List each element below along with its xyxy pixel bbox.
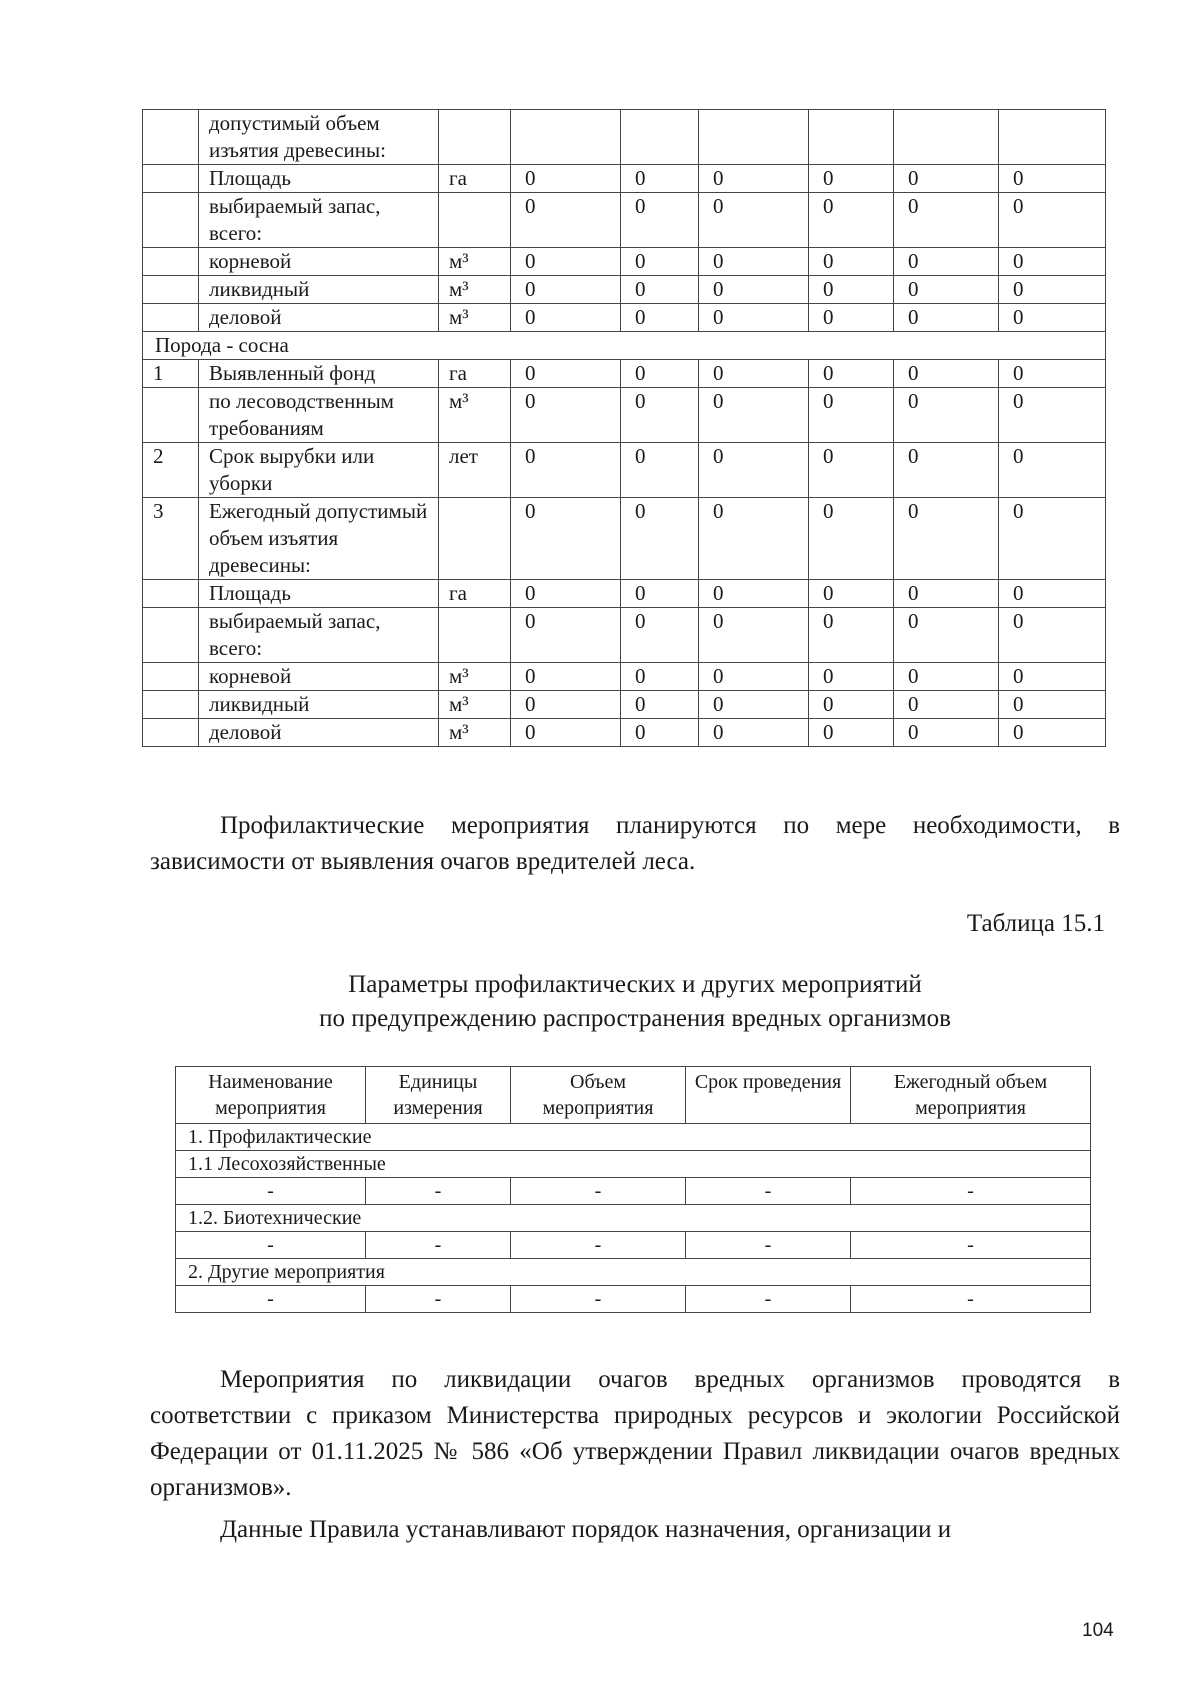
value-cell: 0 xyxy=(621,165,699,193)
value-cell: 0 xyxy=(894,248,999,276)
value-cell: 0 xyxy=(894,580,999,608)
value-cell: 0 xyxy=(621,388,699,443)
unit-cell: га xyxy=(439,360,511,388)
group-heading: 1.1 Лесохозяйственные xyxy=(176,1151,1091,1178)
value-cell: 0 xyxy=(699,719,809,747)
table-row xyxy=(143,110,1106,165)
table-row xyxy=(143,304,1106,332)
table-title-line-1: Параметры профилактических и других мероприятий xyxy=(348,971,922,998)
table-row xyxy=(176,1151,1091,1178)
unit-cell xyxy=(439,193,511,248)
unit-cell xyxy=(439,608,511,663)
value-cell: 0 xyxy=(511,443,621,498)
value-cell: 0 xyxy=(809,193,894,248)
unit-cell: га xyxy=(439,165,511,193)
row-number xyxy=(143,304,199,332)
table-cell: - xyxy=(366,1178,511,1205)
table-row xyxy=(143,388,1106,443)
value-cell: 0 xyxy=(511,165,621,193)
table-cell: - xyxy=(851,1286,1091,1313)
value-cell: 0 xyxy=(511,360,621,388)
value-cell: 0 xyxy=(999,304,1106,332)
value-cell: 0 xyxy=(999,443,1106,498)
value-cell: 0 xyxy=(511,498,621,580)
value-cell: 0 xyxy=(999,165,1106,193)
prevention-paragraph: Профилактические мероприятия планируются по мере необходимости, в зависимости от выявления очагов вредителей леса. xyxy=(150,812,1120,875)
value-cell: 0 xyxy=(999,360,1106,388)
indicator-name: Площадь xyxy=(199,165,439,193)
measures-table xyxy=(175,1066,1091,1313)
indicator-name: Выявленный фонд xyxy=(199,360,439,388)
row-number: 3 xyxy=(143,498,199,580)
table-row xyxy=(143,663,1106,691)
value-cell: 0 xyxy=(511,276,621,304)
value-cell: 0 xyxy=(621,248,699,276)
unit-cell: м³ xyxy=(439,663,511,691)
value-cell: 0 xyxy=(809,304,894,332)
indicator-name: выбираемый запас, всего: xyxy=(199,193,439,248)
value-cell: 0 xyxy=(621,691,699,719)
value-cell: 0 xyxy=(894,691,999,719)
value-cell: 0 xyxy=(511,248,621,276)
indicator-name: деловой xyxy=(199,304,439,332)
table-row xyxy=(143,193,1106,248)
value-cell: 0 xyxy=(809,608,894,663)
table-row xyxy=(176,1124,1091,1151)
value-cell: 0 xyxy=(894,608,999,663)
value-cell: 0 xyxy=(621,304,699,332)
table-cell: - xyxy=(511,1178,686,1205)
value-cell: 0 xyxy=(809,663,894,691)
value-cell: 0 xyxy=(511,691,621,719)
value-cell: 0 xyxy=(511,608,621,663)
column-header: Ежегодный объем мероприятия xyxy=(851,1067,1091,1124)
value-cell: 0 xyxy=(809,248,894,276)
table-row xyxy=(143,691,1106,719)
row-number: 1 xyxy=(143,360,199,388)
rules-paragraph: Данные Правила устанавливают порядок назначения, организации и xyxy=(220,1516,952,1543)
unit-cell: м³ xyxy=(439,691,511,719)
value-cell: 0 xyxy=(809,276,894,304)
value-cell xyxy=(999,110,1106,165)
value-cell: 0 xyxy=(511,663,621,691)
row-number xyxy=(143,388,199,443)
indicator-name: Срок вырубки или уборки xyxy=(199,443,439,498)
table-cell: - xyxy=(511,1232,686,1259)
indicator-name: деловой xyxy=(199,719,439,747)
indicator-name: по лесоводственным требованиям xyxy=(199,388,439,443)
value-cell: 0 xyxy=(699,165,809,193)
row-number xyxy=(143,663,199,691)
value-cell: 0 xyxy=(621,443,699,498)
table-cell: - xyxy=(176,1178,366,1205)
row-number xyxy=(143,691,199,719)
table-row xyxy=(143,719,1106,747)
row-number xyxy=(143,719,199,747)
value-cell xyxy=(699,110,809,165)
value-cell: 0 xyxy=(511,388,621,443)
indicator-name: допустимый объем изъятия древесины: xyxy=(199,110,439,165)
value-cell: 0 xyxy=(809,360,894,388)
group-heading: 1.2. Биотехнические xyxy=(176,1205,1091,1232)
value-cell: 0 xyxy=(894,388,999,443)
value-cell: 0 xyxy=(621,719,699,747)
liquidation-paragraph: Мероприятия по ликвидации очагов вредных организмов проводятся в соответствии с приказом Министерства природных ресурсов и экологии Российской Федерации от 01.11.2025 № 586 «Об утверждении Правил ликвидации очагов вредных организмов». xyxy=(150,1366,1120,1501)
column-header: Единицы измерения xyxy=(366,1067,511,1124)
value-cell: 0 xyxy=(999,193,1106,248)
table-cell: - xyxy=(851,1178,1091,1205)
indicator-name: ликвидный xyxy=(199,691,439,719)
value-cell: 0 xyxy=(699,304,809,332)
value-cell: 0 xyxy=(894,360,999,388)
table-row xyxy=(143,360,1106,388)
unit-cell: га xyxy=(439,580,511,608)
value-cell: 0 xyxy=(621,360,699,388)
value-cell: 0 xyxy=(999,663,1106,691)
value-cell: 0 xyxy=(894,304,999,332)
unit-cell: м³ xyxy=(439,388,511,443)
table-row xyxy=(176,1205,1091,1232)
value-cell: 0 xyxy=(621,608,699,663)
indicator-name: Ежегодный допустимый объем изъятия древесины: xyxy=(199,498,439,580)
column-header: Наименование мероприятия xyxy=(176,1067,366,1124)
value-cell: 0 xyxy=(999,276,1106,304)
table-cell: - xyxy=(686,1178,851,1205)
table-cell: - xyxy=(511,1286,686,1313)
table-row xyxy=(143,608,1106,663)
unit-cell: м³ xyxy=(439,248,511,276)
row-number xyxy=(143,248,199,276)
value-cell: 0 xyxy=(511,580,621,608)
value-cell: 0 xyxy=(699,663,809,691)
value-cell xyxy=(621,110,699,165)
row-number xyxy=(143,110,199,165)
value-cell: 0 xyxy=(699,276,809,304)
value-cell: 0 xyxy=(809,691,894,719)
unit-cell xyxy=(439,498,511,580)
table-cell: - xyxy=(176,1286,366,1313)
unit-cell: м³ xyxy=(439,304,511,332)
group-heading: 2. Другие мероприятия xyxy=(176,1259,1091,1286)
section-heading: Порода - сосна xyxy=(143,332,1106,360)
row-number xyxy=(143,276,199,304)
table-row xyxy=(143,498,1106,580)
indicator-name: корневой xyxy=(199,663,439,691)
table-cell: - xyxy=(686,1232,851,1259)
value-cell: 0 xyxy=(894,663,999,691)
row-number xyxy=(143,193,199,248)
value-cell: 0 xyxy=(809,443,894,498)
value-cell: 0 xyxy=(809,165,894,193)
table-row xyxy=(176,1232,1091,1259)
indicator-name: ликвидный xyxy=(199,276,439,304)
row-number xyxy=(143,580,199,608)
value-cell: 0 xyxy=(999,691,1106,719)
value-cell: 0 xyxy=(621,663,699,691)
row-number xyxy=(143,165,199,193)
table-row xyxy=(143,443,1106,498)
table-row xyxy=(176,1286,1091,1313)
value-cell: 0 xyxy=(699,193,809,248)
table-row xyxy=(176,1178,1091,1205)
value-cell: 0 xyxy=(809,719,894,747)
value-cell: 0 xyxy=(699,443,809,498)
value-cell: 0 xyxy=(999,608,1106,663)
row-number: 2 xyxy=(143,443,199,498)
value-cell: 0 xyxy=(809,388,894,443)
value-cell xyxy=(894,110,999,165)
value-cell: 0 xyxy=(999,580,1106,608)
value-cell: 0 xyxy=(894,498,999,580)
table-cell: - xyxy=(176,1232,366,1259)
value-cell: 0 xyxy=(511,193,621,248)
value-cell: 0 xyxy=(699,248,809,276)
unit-cell: лет xyxy=(439,443,511,498)
value-cell: 0 xyxy=(621,580,699,608)
indicator-name: корневой xyxy=(199,248,439,276)
value-cell: 0 xyxy=(999,719,1106,747)
value-cell: 0 xyxy=(894,193,999,248)
unit-cell: м³ xyxy=(439,719,511,747)
value-cell: 0 xyxy=(894,719,999,747)
value-cell: 0 xyxy=(894,276,999,304)
table-row xyxy=(143,165,1106,193)
value-cell: 0 xyxy=(699,498,809,580)
value-cell: 0 xyxy=(809,498,894,580)
table-title-line-2: по предупреждению распространения вредных организмов xyxy=(319,1005,951,1032)
column-header: Срок проведения xyxy=(686,1067,851,1124)
table-header-row xyxy=(176,1067,1091,1124)
value-cell: 0 xyxy=(621,498,699,580)
value-cell: 0 xyxy=(699,388,809,443)
value-cell: 0 xyxy=(621,193,699,248)
value-cell: 0 xyxy=(894,165,999,193)
column-header: Объем мероприятия xyxy=(511,1067,686,1124)
table-cell: - xyxy=(851,1232,1091,1259)
table-row xyxy=(143,276,1106,304)
table-cell: - xyxy=(366,1286,511,1313)
page-number: 104 xyxy=(1082,1620,1114,1641)
table-row xyxy=(176,1259,1091,1286)
value-cell: 0 xyxy=(699,580,809,608)
group-heading: 1. Профилактические xyxy=(176,1124,1091,1151)
timber-volume-table xyxy=(142,109,1106,747)
value-cell xyxy=(511,110,621,165)
unit-cell: м³ xyxy=(439,276,511,304)
value-cell: 0 xyxy=(699,360,809,388)
row-number xyxy=(143,608,199,663)
unit-cell xyxy=(439,110,511,165)
value-cell: 0 xyxy=(809,580,894,608)
value-cell: 0 xyxy=(699,608,809,663)
table-cell: - xyxy=(686,1286,851,1313)
value-cell xyxy=(809,110,894,165)
value-cell: 0 xyxy=(894,443,999,498)
value-cell: 0 xyxy=(999,498,1106,580)
value-cell: 0 xyxy=(511,304,621,332)
value-cell: 0 xyxy=(511,719,621,747)
value-cell: 0 xyxy=(999,388,1106,443)
value-cell: 0 xyxy=(699,691,809,719)
indicator-name: выбираемый запас, всего: xyxy=(199,608,439,663)
value-cell: 0 xyxy=(999,248,1106,276)
indicator-name: Площадь xyxy=(199,580,439,608)
table-row xyxy=(143,332,1106,360)
table-cell: - xyxy=(366,1232,511,1259)
table-row xyxy=(143,580,1106,608)
table-row xyxy=(143,248,1106,276)
table-label: Таблица 15.1 xyxy=(966,910,1105,937)
value-cell: 0 xyxy=(621,276,699,304)
